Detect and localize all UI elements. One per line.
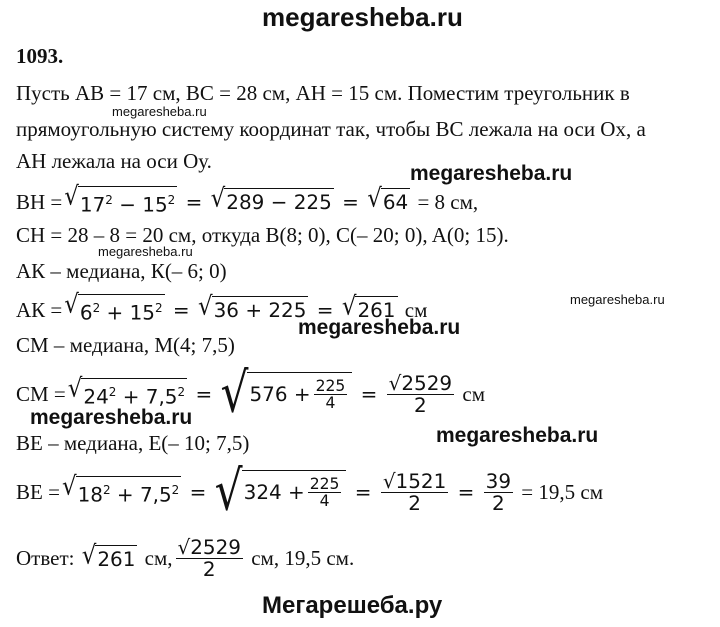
ak-unit: см	[404, 297, 428, 322]
watermark: megaresheba.ru	[98, 244, 193, 259]
sqrt-expression: √ 289 − 225	[210, 184, 332, 215]
watermark: megaresheba.ru	[410, 162, 573, 185]
watermark: megaresheba.ru	[112, 104, 207, 119]
cm-unit: см	[462, 382, 485, 406]
watermark: megaresheba.ru	[30, 406, 193, 429]
sqrt-expression: √ 36 + 225	[197, 292, 307, 323]
bh-label: BH =	[16, 189, 63, 214]
intro-line-2: прямоугольную систему координат так, чтобы ВС лежала на оси Ох, а	[16, 117, 646, 141]
sqrt-expression: √ 261	[81, 540, 136, 571]
sqrt-expression: √ 64	[367, 184, 409, 215]
watermark: megaresheba.ru	[298, 316, 461, 339]
ak-label: АК =	[16, 297, 63, 322]
fraction: $\frac{√2529}{2}$	[177, 534, 241, 581]
problem-number: 1093.	[16, 44, 64, 68]
intro-line-1: Пусть АВ = 17 см, ВС = 28 см, АН = 15 см. Поместим треугольник в	[16, 81, 630, 105]
fraction: $\frac{39}{2}$	[485, 468, 512, 515]
watermark: megaresheba.ru	[570, 292, 665, 307]
answer-line	[16, 534, 355, 581]
be-result: = 19,5 см	[521, 480, 603, 504]
be-label: ВЕ =	[16, 480, 60, 504]
intro-line-3: АН лежала на оси Оу.	[16, 149, 212, 173]
header-watermark: megaresheba.ru	[262, 2, 463, 32]
footer-watermark: Мегарешеба.ру	[262, 592, 443, 619]
cm-equation: СМ = √ $24^2 + 7,5^2$ = √ 576 + $\frac{225}{4}$ = $\frac{√2529}{2}$ см	[16, 361, 485, 426]
sqrt-expression: √ 324 + $\frac{225}{4}$	[215, 470, 347, 514]
cm-label: СМ =	[16, 382, 66, 406]
ak-median-line: АК – медиана, К(– 6; 0)	[16, 259, 227, 283]
sqrt-expression: √ $18^2 + 7,5^2$	[61, 472, 180, 507]
ch-line: CH = 28 – 8 = 20 см, откуда B(8; 0), C(– 20; 0), A(0; 15).	[16, 223, 509, 247]
watermark: megaresheba.ru	[436, 424, 599, 447]
bh-equation: BH = √ $17^2 - 15^2$ = √ 289 − 225 = √ 64 = 8 см,	[16, 181, 479, 217]
sqrt-expression: √ 261	[341, 292, 396, 323]
be-equation: ВЕ = √ $18^2 + 7,5^2$ = √ 324 + $\frac{225}{4}$ = $\frac{√1521}{2}$ = $\frac{39}{2}$ = 19,5 см	[16, 459, 603, 524]
ak-equation: АК = √ $6^2 + 15^2$ = √ 36 + 225 = √ 261 см	[16, 289, 428, 325]
cm-median-line: СМ – медиана, М(4; 7,5)	[16, 333, 235, 357]
sqrt-expression: √ 576 + $\frac{225}{4}$	[221, 372, 353, 416]
be-median-line: ВЕ – медиана, Е(– 10; 7,5)	[16, 431, 250, 455]
bh-result: = 8 см,	[417, 189, 479, 214]
answer-tail: см, 19,5 см.	[251, 546, 355, 570]
sqrt-expression: √ $17^2 - 15^2$	[64, 181, 176, 217]
fraction: $\frac{√1521}{2}$	[382, 468, 447, 515]
sqrt-expression: √ $6^2 + 15^2$	[64, 289, 163, 325]
sqrt-expression: √ $24^2 + 7,5^2$	[67, 374, 186, 409]
fraction: $\frac{√2529}{2}$	[388, 370, 453, 417]
answer-unit: см,	[144, 546, 173, 570]
answer-label: Ответ:	[16, 546, 75, 570]
